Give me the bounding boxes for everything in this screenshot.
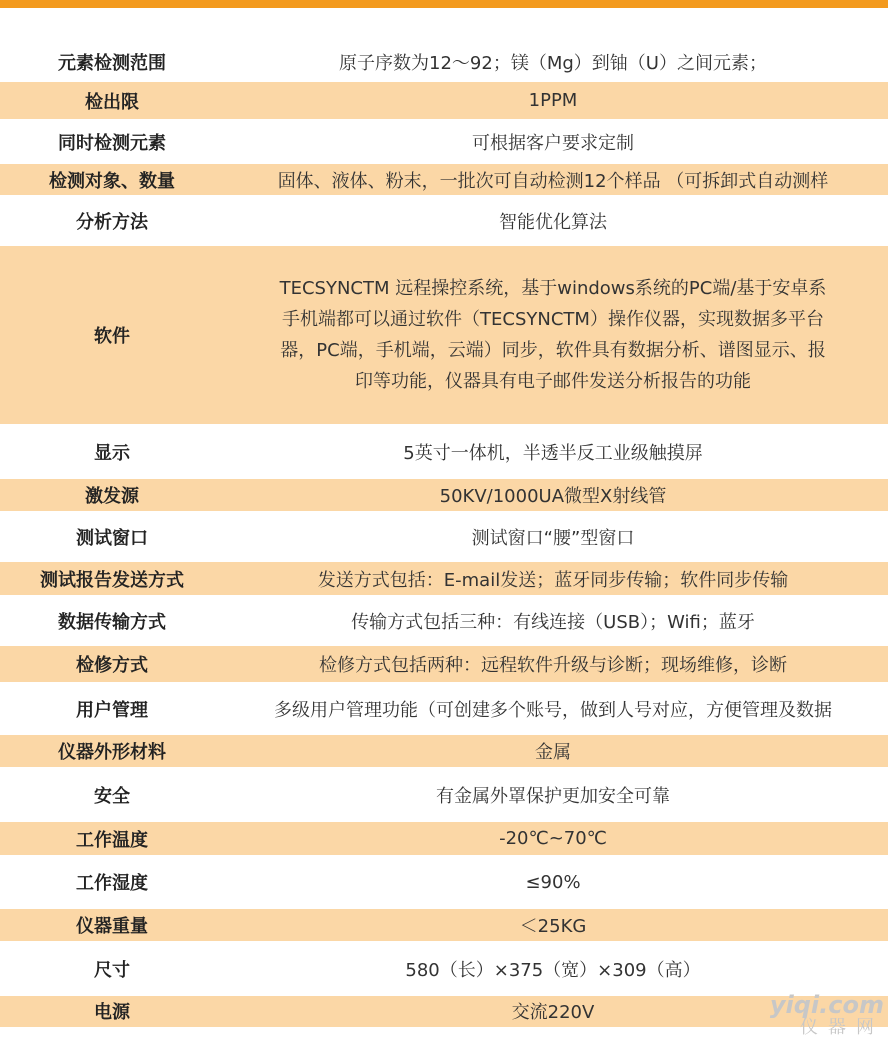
table-row <box>0 82 888 120</box>
table-row <box>0 512 888 562</box>
row-value: ≤90% <box>224 856 888 909</box>
row-value: 原子序数为12～92；镁（Mg）到铀（U）之间元素； <box>224 42 888 82</box>
row-label: 测试报告发送方式 <box>0 562 224 596</box>
top-accent-bar <box>0 0 888 8</box>
table-row <box>0 996 888 1027</box>
row-label: 检测对象、数量 <box>0 164 224 196</box>
table-row <box>0 562 888 596</box>
watermark-name: 仪器网 <box>800 1017 884 1038</box>
row-label: 尺寸 <box>0 942 224 996</box>
table-row <box>0 909 888 942</box>
row-value: 固体、液体、粉末，一批次可自动检测12个样品 （可拆卸式自动测样 <box>224 164 888 196</box>
table-row <box>0 164 888 196</box>
row-label: 显示 <box>0 425 224 479</box>
software-line: 手机端都可以通过软件（TECSYNCTM）操作仪器，实现数据多平台 <box>282 309 824 330</box>
row-label: 仪器重量 <box>0 909 224 942</box>
table-row <box>0 942 888 996</box>
row-value-multiline <box>224 246 888 425</box>
table-row <box>0 196 888 246</box>
row-label: 同时检测元素 <box>0 120 224 164</box>
software-line: 器，PC端，手机端，云端）同步，软件具有数据分析、谱图显示、报 <box>280 340 826 361</box>
row-label: 分析方法 <box>0 196 224 246</box>
row-value: 50KV/1000UA微型X射线管 <box>224 479 888 512</box>
row-label: 元素检测范围 <box>0 42 224 82</box>
table-row <box>0 479 888 512</box>
watermark <box>764 993 884 1037</box>
row-label: 安全 <box>0 768 224 822</box>
row-value: 5英寸一体机，半透半反工业级触摸屏 <box>224 425 888 479</box>
row-label: 检出限 <box>0 82 224 120</box>
software-line: 印等功能，仪器具有电子邮件发送分析报告的功能 <box>355 371 751 392</box>
row-label: 激发源 <box>0 479 224 512</box>
row-value: -20℃~70℃ <box>224 822 888 856</box>
table-row <box>0 42 888 82</box>
row-label: 用户管理 <box>0 683 224 735</box>
table-row <box>0 120 888 164</box>
table-row <box>0 596 888 646</box>
spec-table <box>0 41 888 1027</box>
row-label: 电源 <box>0 996 224 1027</box>
row-value: 580（长）×375（宽）×309（高） <box>224 942 888 996</box>
row-value: 可根据客户要求定制 <box>224 120 888 164</box>
table-row <box>0 646 888 683</box>
row-label: 数据传输方式 <box>0 596 224 646</box>
row-label: 检修方式 <box>0 646 224 683</box>
table-row <box>0 246 888 425</box>
row-value: 金属 <box>224 735 888 768</box>
table-row <box>0 683 888 735</box>
row-value: 1PPM <box>224 82 888 120</box>
software-line: TECSYNCTM 远程操控系统，基于windows系统的PC端/基于安卓系 <box>279 278 827 299</box>
row-value: 传输方式包括三种：有线连接（USB）；Wifi；蓝牙 <box>224 596 888 646</box>
row-value: ＜25KG <box>224 909 888 942</box>
row-value: 检修方式包括两种：远程软件升级与诊断；现场维修，诊断 <box>224 646 888 683</box>
row-value: 多级用户管理功能（可创建多个账号，做到人号对应，方便管理及数据 <box>224 683 888 735</box>
row-value: 有金属外罩保护更加安全可靠 <box>224 768 888 822</box>
row-label: 工作湿度 <box>0 856 224 909</box>
watermark-url: yiqi.com <box>769 991 884 1019</box>
table-row <box>0 735 888 768</box>
row-label: 软件 <box>0 246 224 425</box>
row-value: 智能优化算法 <box>224 196 888 246</box>
table-row <box>0 425 888 479</box>
row-value: 交流220V <box>224 996 888 1027</box>
table-row <box>0 856 888 909</box>
row-value: 测试窗口“腰”型窗口 <box>224 512 888 562</box>
table-row <box>0 822 888 856</box>
table-row <box>0 768 888 822</box>
row-value: 发送方式包括：E-mail发送；蓝牙同步传输；软件同步传输 <box>224 562 888 596</box>
row-label: 工作温度 <box>0 822 224 856</box>
row-label: 测试窗口 <box>0 512 224 562</box>
row-label: 仪器外形材料 <box>0 735 224 768</box>
